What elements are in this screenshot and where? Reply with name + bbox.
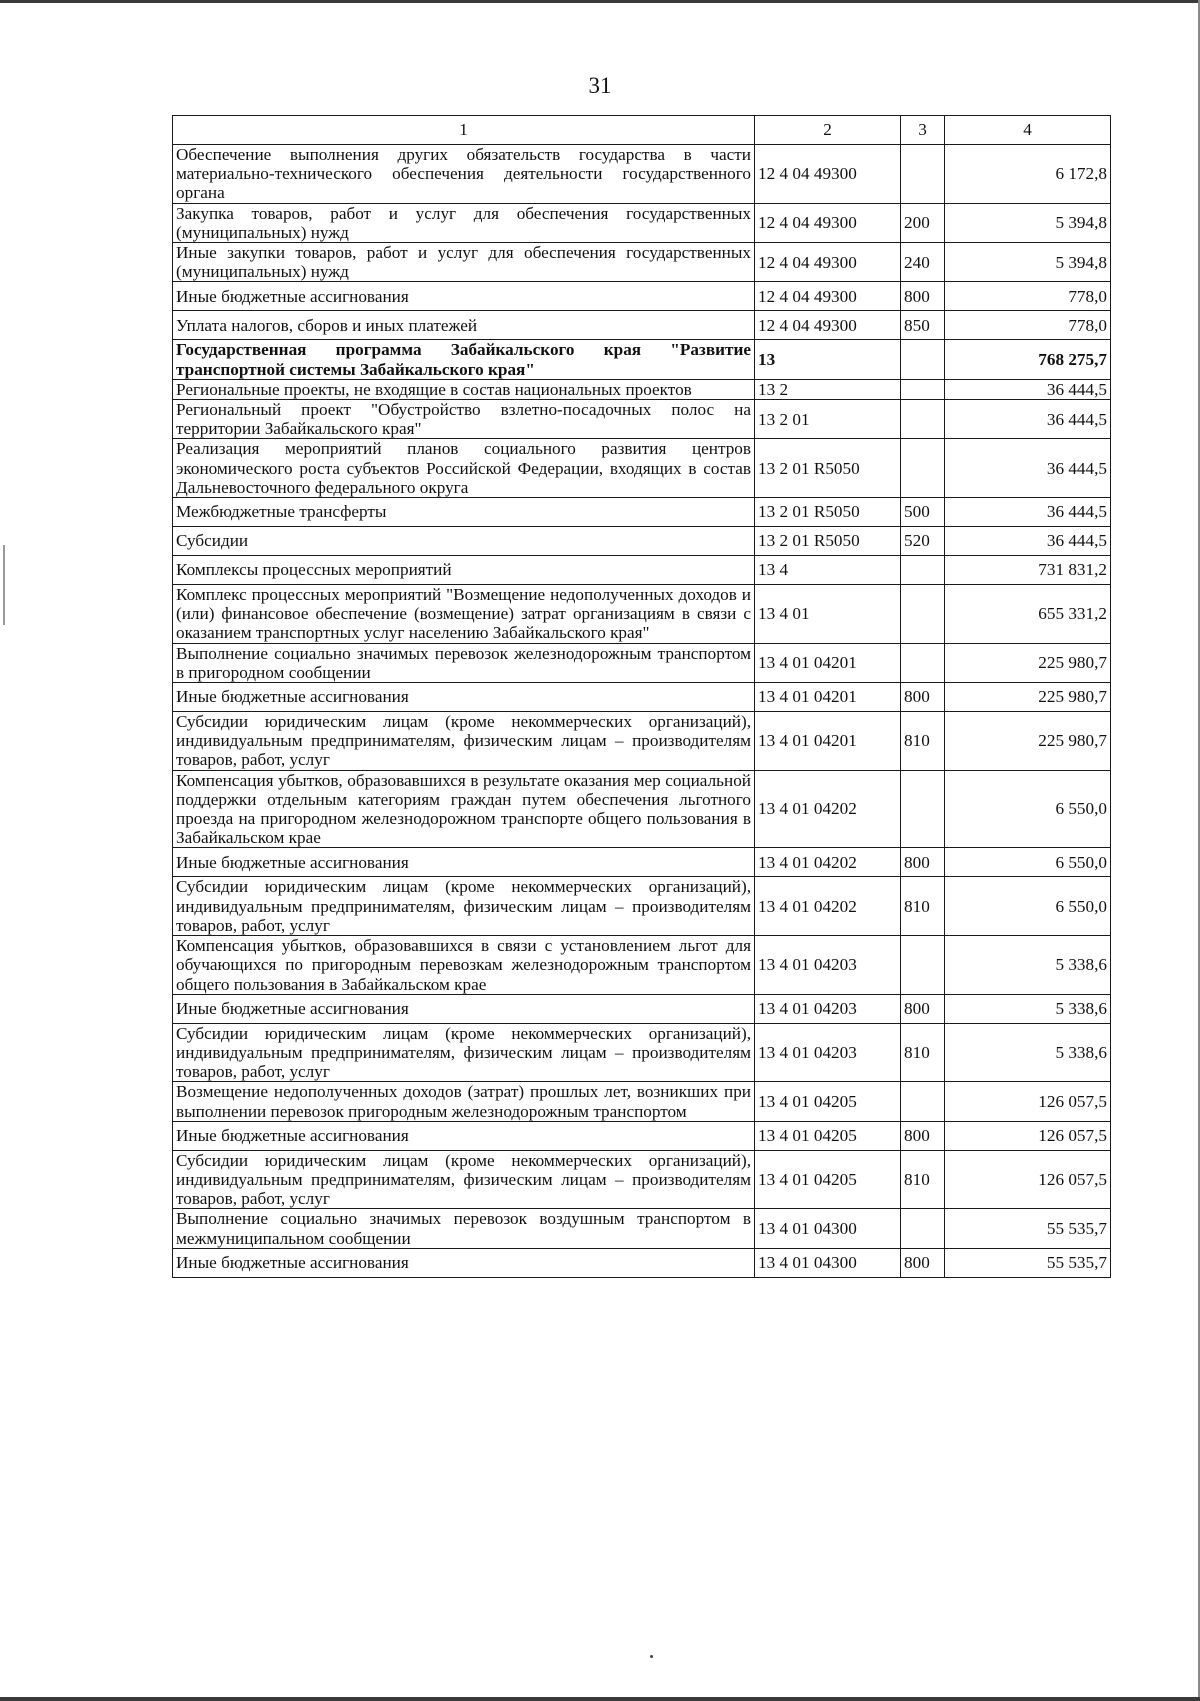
row-amount-cell: 6 550,0 — [945, 877, 1111, 936]
row-code-cell: 13 4 01 04205 — [755, 1121, 901, 1150]
table-row — [173, 770, 1111, 848]
row-code-cell: 13 2 01 R5050 — [755, 439, 901, 498]
row-name-cell: Субсидии юридическим лицам (кроме некоммерческих организаций), индивидуальным предпринимателям, физическим лицам – производителям товаров, работ, услуг — [173, 712, 755, 771]
row-type-cell — [901, 340, 945, 379]
row-name-cell: Субсидии юридическим лицам (кроме некоммерческих организаций), индивидуальным предпринимателям, физическим лицам – производителям товаров, работ, услуг — [173, 1023, 755, 1082]
row-amount-cell: 6 550,0 — [945, 770, 1111, 848]
row-type-cell — [901, 145, 945, 204]
row-type-cell: 500 — [901, 498, 945, 527]
row-type-cell — [901, 439, 945, 498]
row-amount-cell: 5 338,6 — [945, 1023, 1111, 1082]
table-row — [173, 527, 1111, 556]
row-code-cell: 12 4 04 49300 — [755, 145, 901, 204]
row-type-cell — [901, 770, 945, 848]
row-name-cell: Иные бюджетные ассигнования — [173, 1248, 755, 1277]
row-name-cell: Субсидии юридическим лицам (кроме некоммерческих организаций), индивидуальным предпринимателям, физическим лицам – производителям товаров, работ, услуг — [173, 1150, 755, 1209]
row-name-cell: Иные бюджетные ассигнования — [173, 994, 755, 1023]
scan-left-mark — [3, 545, 5, 625]
row-name-cell: Иные бюджетные ассигнования — [173, 683, 755, 712]
header-row — [173, 116, 1111, 145]
row-name-cell: Обеспечение выполнения других обязательств государства в части материально-технического обеспечения деятельности государственного органа — [173, 145, 755, 204]
row-code-cell: 13 4 01 04205 — [755, 1082, 901, 1121]
row-type-cell: 800 — [901, 848, 945, 877]
table-row — [173, 994, 1111, 1023]
table-row — [173, 877, 1111, 936]
row-code-cell: 13 2 01 R5050 — [755, 527, 901, 556]
row-amount-cell: 36 444,5 — [945, 527, 1111, 556]
table-row — [173, 282, 1111, 311]
row-amount-cell: 5 338,6 — [945, 936, 1111, 995]
row-amount-cell: 36 444,5 — [945, 400, 1111, 439]
row-amount-cell: 126 057,5 — [945, 1082, 1111, 1121]
row-name-cell: Комплекс процессных мероприятий "Возмещение недополученных доходов и (или) финансовое обеспечение (возмещение) затрат организациям в связи с оказанием транспортных услуг населению Забайкальского края" — [173, 585, 755, 644]
row-name-cell: Региональные проекты, не входящие в состав национальных проектов — [173, 379, 755, 399]
row-type-cell: 810 — [901, 1150, 945, 1209]
row-name-cell: Выполнение социально значимых перевозок воздушным транспортом в межмуниципальном сообщении — [173, 1209, 755, 1248]
row-name-cell: Государственная программа Забайкальского края "Развитие транспортной системы Забайкальского края" — [173, 340, 755, 379]
header-col-1: 1 — [173, 116, 755, 145]
row-amount-cell: 55 535,7 — [945, 1209, 1111, 1248]
row-type-cell — [901, 1082, 945, 1121]
table-row — [173, 498, 1111, 527]
row-type-cell — [901, 1209, 945, 1248]
row-amount-cell: 5 338,6 — [945, 994, 1111, 1023]
row-name-cell: Выполнение социально значимых перевозок железнодорожным транспортом в пригородном сообщении — [173, 643, 755, 682]
row-code-cell: 12 4 04 49300 — [755, 282, 901, 311]
row-amount-cell: 36 444,5 — [945, 379, 1111, 399]
table-row — [173, 1082, 1111, 1121]
row-code-cell: 13 2 — [755, 379, 901, 399]
row-amount-cell: 225 980,7 — [945, 643, 1111, 682]
budget-table — [172, 115, 1111, 1278]
row-amount-cell: 778,0 — [945, 311, 1111, 340]
table-row — [173, 1121, 1111, 1150]
row-name-cell: Региональный проект "Обустройство взлетно-посадочных полос на территории Забайкальского края" — [173, 400, 755, 439]
row-amount-cell: 6 550,0 — [945, 848, 1111, 877]
row-code-cell: 12 4 04 49300 — [755, 311, 901, 340]
row-type-cell — [901, 585, 945, 644]
table-row — [173, 1150, 1111, 1209]
row-type-cell: 200 — [901, 203, 945, 242]
row-type-cell: 810 — [901, 712, 945, 771]
row-code-cell: 13 2 01 — [755, 400, 901, 439]
table-row — [173, 379, 1111, 399]
row-name-cell: Иные бюджетные ассигнования — [173, 848, 755, 877]
table-row — [173, 203, 1111, 242]
table-row — [173, 848, 1111, 877]
row-name-cell: Субсидии — [173, 527, 755, 556]
row-type-cell: 800 — [901, 683, 945, 712]
row-amount-cell: 5 394,8 — [945, 203, 1111, 242]
table-row — [173, 340, 1111, 379]
table-header — [173, 116, 1111, 145]
row-amount-cell: 655 331,2 — [945, 585, 1111, 644]
table-row — [173, 400, 1111, 439]
row-code-cell: 13 4 01 04205 — [755, 1150, 901, 1209]
table-row — [173, 936, 1111, 995]
page-number: 31 — [588, 73, 612, 98]
row-type-cell: 810 — [901, 1023, 945, 1082]
table-row — [173, 643, 1111, 682]
table-row — [173, 1023, 1111, 1082]
row-amount-cell: 126 057,5 — [945, 1150, 1111, 1209]
row-code-cell: 12 4 04 49300 — [755, 203, 901, 242]
table-row — [173, 585, 1111, 644]
row-name-cell: Субсидии юридическим лицам (кроме некоммерческих организаций), индивидуальным предпринимателям, физическим лицам – производителям товаров, работ, услуг — [173, 877, 755, 936]
table-row — [173, 311, 1111, 340]
row-type-cell — [901, 936, 945, 995]
row-type-cell: 800 — [901, 994, 945, 1023]
table-row — [173, 1248, 1111, 1277]
row-amount-cell: 126 057,5 — [945, 1121, 1111, 1150]
table-row — [173, 1209, 1111, 1248]
row-type-cell: 800 — [901, 1248, 945, 1277]
row-amount-cell: 225 980,7 — [945, 683, 1111, 712]
header-col-2: 2 — [755, 116, 901, 145]
header-col-4: 4 — [945, 116, 1111, 145]
row-code-cell: 13 4 01 04201 — [755, 683, 901, 712]
row-name-cell: Уплата налогов, сборов и иных платежей — [173, 311, 755, 340]
row-amount-cell: 6 172,8 — [945, 145, 1111, 204]
row-type-cell — [901, 379, 945, 399]
row-type-cell: 800 — [901, 1121, 945, 1150]
table-row — [173, 439, 1111, 498]
row-type-cell — [901, 643, 945, 682]
row-code-cell: 13 — [755, 340, 901, 379]
row-code-cell: 13 4 01 — [755, 585, 901, 644]
header-col-3: 3 — [901, 116, 945, 145]
row-code-cell: 13 2 01 R5050 — [755, 498, 901, 527]
table-row — [173, 712, 1111, 771]
row-name-cell: Иные закупки товаров, работ и услуг для обеспечения государственных (муниципальных) нужд — [173, 243, 755, 282]
row-type-cell: 520 — [901, 527, 945, 556]
row-type-cell — [901, 556, 945, 585]
row-name-cell: Иные бюджетные ассигнования — [173, 1121, 755, 1150]
row-code-cell: 13 4 01 04202 — [755, 770, 901, 848]
scan-top-border — [0, 0, 1200, 3]
row-amount-cell: 36 444,5 — [945, 439, 1111, 498]
table-row — [173, 556, 1111, 585]
row-code-cell: 13 4 01 04202 — [755, 848, 901, 877]
row-type-cell: 810 — [901, 877, 945, 936]
row-code-cell: 13 4 01 04201 — [755, 712, 901, 771]
scan-speck — [650, 1655, 653, 1658]
row-name-cell: Межбюджетные трансферты — [173, 498, 755, 527]
row-code-cell: 12 4 04 49300 — [755, 243, 901, 282]
table-row — [173, 683, 1111, 712]
row-code-cell: 13 4 01 04300 — [755, 1209, 901, 1248]
row-name-cell: Комплексы процессных мероприятий — [173, 556, 755, 585]
row-code-cell: 13 4 01 04203 — [755, 936, 901, 995]
row-type-cell — [901, 400, 945, 439]
row-code-cell: 13 4 01 04203 — [755, 1023, 901, 1082]
row-code-cell: 13 4 01 04203 — [755, 994, 901, 1023]
row-code-cell: 13 4 01 04300 — [755, 1248, 901, 1277]
row-type-cell: 800 — [901, 282, 945, 311]
row-amount-cell: 768 275,7 — [945, 340, 1111, 379]
row-amount-cell: 36 444,5 — [945, 498, 1111, 527]
table-row — [173, 243, 1111, 282]
row-name-cell: Компенсация убытков, образовавшихся в результате оказания мер социальной поддержки отдельным категориям граждан путем обеспечения льготного проезда на пригородном железнодорожном транспорте общего пользования в Забайкальском крае — [173, 770, 755, 848]
row-name-cell: Реализация мероприятий планов социального развития центров экономического роста субъектов Российской Федерации, входящих в состав Дальневосточного федерального округа — [173, 439, 755, 498]
row-amount-cell: 225 980,7 — [945, 712, 1111, 771]
row-type-cell: 850 — [901, 311, 945, 340]
row-name-cell: Компенсация убытков, образовавшихся в связи с установлением льгот для обучающихся по пригородным перевозкам железнодорожным транспортом общего пользования в Забайкальском крае — [173, 936, 755, 995]
row-amount-cell: 731 831,2 — [945, 556, 1111, 585]
row-code-cell: 13 4 — [755, 556, 901, 585]
row-name-cell: Закупка товаров, работ и услуг для обеспечения государственных (муниципальных) нужд — [173, 203, 755, 242]
row-name-cell: Иные бюджетные ассигнования — [173, 282, 755, 311]
table-body — [173, 145, 1111, 1278]
row-amount-cell: 5 394,8 — [945, 243, 1111, 282]
scan-bottom-border — [0, 1697, 1200, 1701]
table-row — [173, 145, 1111, 204]
row-amount-cell: 55 535,7 — [945, 1248, 1111, 1277]
row-code-cell: 13 4 01 04202 — [755, 877, 901, 936]
row-code-cell: 13 4 01 04201 — [755, 643, 901, 682]
row-type-cell: 240 — [901, 243, 945, 282]
row-name-cell: Возмещение недополученных доходов (затрат) прошлых лет, возникших при выполнении перевозок пригородным железнодорожным транспортом — [173, 1082, 755, 1121]
row-amount-cell: 778,0 — [945, 282, 1111, 311]
